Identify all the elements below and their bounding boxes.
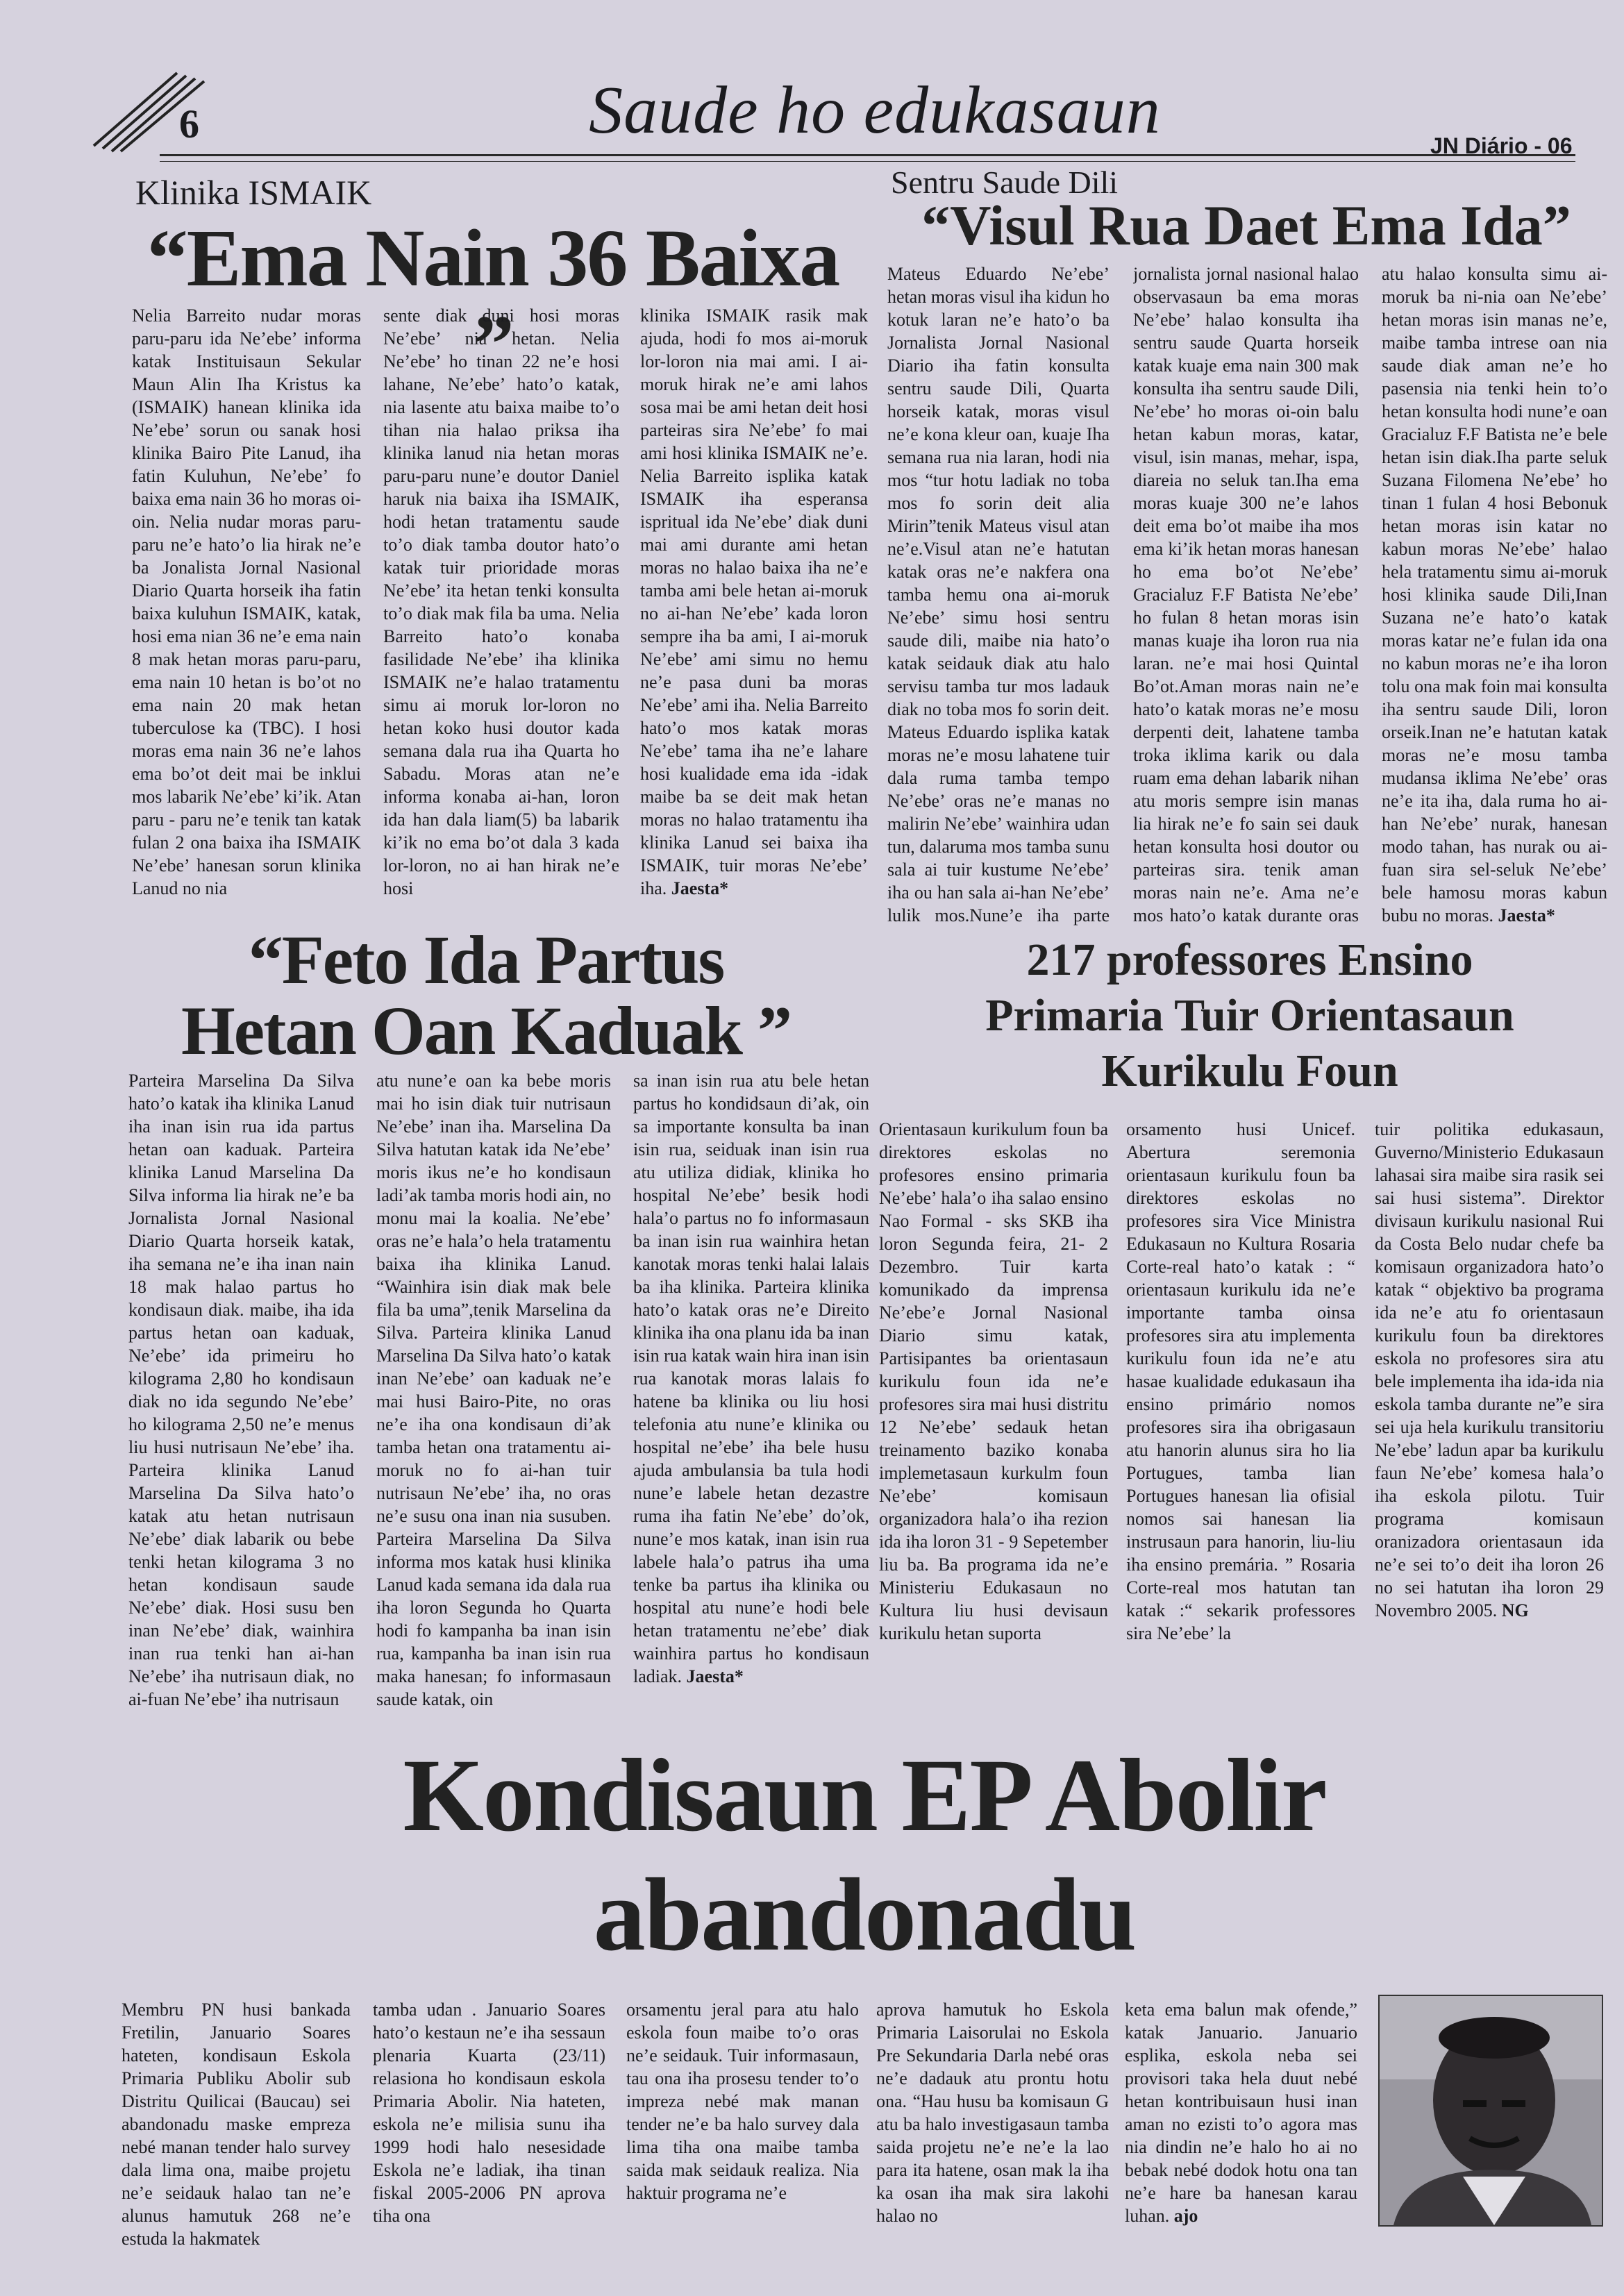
- article5-column-1: Membru PN husi bankada Fretilin, Januario Soares hateten, kondisaun Eskola Primaria Publiku Abolir sub Distritu Quilicai (Baucau) sei abandonadu maske empreza nebé manan tender halo survey dala lima ona, maibe projetu ne’e seidauk halao tan ne’e alunus hamutuk 268 ne’e estuda la hakmatek: [122, 2000, 351, 2249]
- article4-column-2: orsamento husi Unicef. Abertura seremonia orientasaun kurikulu foun ba direktores eskolas no profesores sira Vice Ministra Edukasaun no Kultura Rosaria Corte-real hato’o katak : “ orientasaun kurikulu ida ne’e importante tamba oinsa profesores sira atu implementa kurikulu foun ida ne’e atu hasae kualidade edukasaun iha ensino primário nomos profesores sira iha obrigasaun atu hanorin alunus sira ho lia Portugues, tamba lian Portugues hanesan lia ofisial nomos sai hanesan lia instrusaun para hanorin, liu-liu iha ensino premária. ” Rosaria Corte-real mos hatutan tan katak :“ sekarik professores sira Ne’ebe’ la: [1126, 1119, 1355, 1644]
- article5-signature: ajo: [1173, 2206, 1198, 2227]
- article1-column-1: Nelia Barreito nudar moras paru-paru ida Ne’ebe’ informa katak Instituisaun Sekular Maun Alin Iha Kristus ka (ISMAIK) hanean klinika ida Ne’ebe’ sorun ou sanak hosi klinika Bairo Pite Lanud, iha fatin Kuluhun, Ne’ebe’ fo baixa ema nain 36 ho moras oi-oin. Nelia nudar moras paru- paru ne’e hato’o lia hirak ne’e ba Jonalista Jornal Nasional Diario Quarta horseik iha fatin baixa kuluhun ISMAIK, katak, hosi ema nian 36 ne’e ema nain 8 mak hetan moras paru-paru, ema nain 10 hetan is bo’ot no ema nain 20 mak hetan tuberculose ka (TBC). I hosi moras ema nain 36 ne’e lahos ema bo’ot deit mai be inklui mos labarik Ne’ebe’ ki’ik. Atan paru - paru ne’e tenik tan katak fulan 2 ona baixa iha ISMAIK Ne’ebe’ hanesan sorun klinika Lanud no nia: [132, 305, 361, 899]
- article4-column-1: Orientasaun kurikulum foun ba direktores eskolas no profesores ensino primaria Ne’ebe’ hala’o iha salao ensino Nao Formal - sks SKB iha loron Segunda feira, 21- 2 Dezembro. Tuir karta komunikado da imprensa Ne’ebe’e Jornal Nasional Diario simu katak, Partisipantes ba orientasaun kurikulu foun ida ne’e profesores sira mai husi distritu 12 Ne’ebe’ sedauk hetan treinamento baziko konaba implemetasaun kurkulm foun Ne’ebe’ komisaun organizadora hala’o iha rezion ida iha loron 31 - 9 Sepetember liu ba. Ba programa ida ne’e Ministeriu Edukasaun no Kultura liu husi devisaun kurikulu hetan suporta: [879, 1119, 1108, 1644]
- header-rule: [160, 154, 1575, 156]
- article5-headline-line2: abandonadu: [593, 1857, 1136, 1972]
- page-number: 6: [179, 101, 199, 146]
- article5-headline-line1: Kondisaun EP Abolir: [403, 1738, 1326, 1853]
- article5-column-5: keta ema balun mak ofende,” katak Januario. Januario esplika, eskola neba sei provisori taka hela duut nebé hetan kontribuisaun husi inan aman no ezisti to’o agora mas nia dindin ne’e halo ho ai no bebak nebé dodok hotu ona tan ne’e hare ba hanesan karau luhan. ajo: [1125, 2000, 1357, 2227]
- article4-signature: NG: [1501, 1600, 1529, 1621]
- issue-label: JN Diário - 06: [1430, 133, 1573, 158]
- article3-headline-line2: Hetan Oan Kaduak ”: [181, 992, 792, 1069]
- article2-kicker: Sentru Saude Dili: [891, 165, 1119, 200]
- article2-column-1: Mateus Eduardo Ne’ebe’ hetan moras visul iha kidun ho kotuk laran ne’e hato’o ba Jornalista Jornal Nasional Diario iha fatin konsulta sentru saude Dili, Quarta horseik katak, moras visul ne’e kona kleur oan, kuaje Iha semana rua nia laran, hodi nia mos “tur hotu ladiak no toba mos fo sorin deit alia Mirin”tenik Mateus visul atan ne’e.Visul atan ne’e hatutan katak oras ne’e nakfera ona tamba hemu ona ai-moruk Ne’ebe’ simu hosi sentru saude dili, maibe nia hato’o katak seidauk diak atu halo servisu tamba tur mos ladauk diak no toba mos fo sorin deit. Mateus Eduardo isplika katak moras ne’e mosu lahatene tuir dala ruma tamba tempo Ne’ebe’ oras ne’e manas no malirin Ne’ebe’ wainhira udan tun, dalaruma mos tamba sunu sala ai tuir kustume Ne’ebe’ iha ou han sala ai-han Ne’ebe’ lulik mos.Nune’e iha parte: [887, 264, 1110, 926]
- article1-column-3: klinika ISMAIK rasik mak ajuda, hodi fo mos ai-moruk lor-loron nia mai ami. I ai-moruk hirak ne’e ami lahos sosa mai be ami hetan deit hosi parteiras sira Ne’ebe’ fo mai ami hosi klinika ISMAIK ne’e. Nelia Barreito isplika katak ISMAIK iha esperansa ispritual ida Ne’ebe’ diak duni mai ami durante ami hetan moras no halao baixa iha ne’e tamba ami bele hetan ai-moruk no ai-han Ne’ebe’ kada loron sempre iha ba ami, I ai-moruk Ne’ebe’ ami simu no hemu ne’e pasa duni ba moras Ne’ebe’ ami iha. Nelia Barreito hato’o mos katak moras Ne’ebe’ tama iha ne’e lahare hosi kualidade ema ida -idak maibe ba se deit mak hetan moras no halao tratamentu iha klinika Lanud sei baixa iha ISMAIK, tuir moras Ne’ebe’ iha. Jaesta*: [640, 305, 868, 899]
- article5-column-3: orsamentu jeral para atu halo eskola foun maibe to’o oras ne’e seidauk. Tuir informasaun, tau ona iha prosesu tender to’o impreza nebé mak manan tender ne’e ba halo survey dala lima tiha ona maibe tamba saida mak seidauk realiza. Nia haktuir programa ne’e: [626, 2000, 859, 2204]
- article1-kicker: Klinika ISMAIK: [135, 173, 372, 212]
- article3-signature: Jaesta*: [686, 1666, 744, 1687]
- article2-headline: “Visul Rua Daet Ema Ida”: [921, 194, 1571, 257]
- article3-column-1: Parteira Marselina Da Silva hato’o katak iha klinika Lanud iha inan isin rua ida partus hetan oan kaduak. Parteira klinika Lanud Marselina Da Silva informa lia hirak ne’e ba Jornalista Jornal Nasional Diario Quarta horseik katak, iha semana ne’e iha inan nain 18 mak halao partus ho kondisaun diak. maibe, iha ida partus hetan oan kaduak, Ne’ebe’ ida primeiru ho kilograma 2,80 ho kondisaun diak no ida segundo Ne’ebe’ ho kilograma 2,50 ne’e menus liu husi nutrisaun Ne’ebe’ iha. Parteira klinika Lanud Marselina Da Silva hato’o katak atu hetan nutrisaun Ne’ebe’ diak labarik ou bebe tenki hetan kilograma 3 no hetan kondisaun saude Ne’ebe’ diak. Hosi susu ben inan Ne’ebe’ diak, wainhira inan rua tenki han ai-han Ne’ebe’ iha nutrisaun diak, no ai-fuan Ne’ebe’ iha nutrisaun: [128, 1071, 354, 1710]
- article4-headline-line2: Primaria Tuir Orientasaun: [985, 990, 1514, 1041]
- article2-column-2: jornalista jornal nasional halao observasaun ba ema moras Ne’ebe’ halao konsulta iha sentru saude Quarta horseik katak kuaje ema nain 300 mak konsulta iha sentru saude Dili, Ne’ebe’ ho moras oi-oin balu hetan kabun moras, katar, visul, isin manas, mehar, ispa, diareia no seluk tan.Iha ema moras kuaje 300 ne’e lahos deit ema bo’ot maibe iha mos ema ki’ik hetan moras hanesan ho ema bo’ot Ne’ebe’ Gracialuz F.F Batista Ne’ebe’ ho fulan 8 hetan moras isin manas kuaje iha loron rua nia laran. ne’e mai hosi Quintal Bo’ot.Aman moras nain ne’e hato’o katak moras ne’e mosu derpenti deit, lahatene tamba troka iklima karik ou dala ruam ema dehan labarik nihan atu moris sempre isin manas lia hirak ne’e fo sain sei dauk hetan konsulta hosi doutor ou parteiras sira. tenik aman moras nain ne’e. Ama ne’e mos hato’o katak durante oras: [1133, 264, 1359, 926]
- article3-headline-line1: “Feto Ida Partus: [248, 921, 724, 998]
- article5-column-2: tamba udan . Januario Soares hato’o kestaun ne’e iha sessaun plenaria Kuarta (23/11) relasiona ho kondisaun eskola Primaria Abolir. Nia hateten, eskola ne’e milisia sunu iha 1999 hodi halo nesesidade Eskola ne’e ladiak, iha tinan fiskal 2005-2006 PN aprova tiha ona: [373, 2000, 605, 2227]
- article5-column-4: aprova hamutuk ho Eskola Primaria Laisorulai no Eskola Pre Sekundaria Darla nebé oras ne’e dadauk atu prontu hotu ona. “Hau husu ba komisaun G atu ba halo investigasaun tamba saida projetu ne’e ne’e la lao para ita hatene, osan mak la iha ka osan iha mak sira lakohi halao no: [876, 2000, 1109, 2227]
- article1-signature: Jaesta*: [671, 878, 729, 899]
- article4-column-3: tuir politika edukasaun, Guverno/Ministerio Edukasaun lahasai sira maibe sira rasik sei sai husi sistema”. Direktor divisaun kurikulu nasional Rui da Costa Belo nudar chefe ba komisaun organizadora hato’o katak “ objektivo ba programa ida ne’e atu fo orientasaun kurikulu foun ba direktores eskola no profesores sira atu bele implementa iha ida-ida nia eskola tamba durante ne”e sira sei uja hela kurikulu transitoriu Ne’ebe’ ladun apar ba kurikulu faun Ne’ebe’ komesa hala’o iha eskola pilotu. Tuir programa komisaun oranizadora orientasaun ida ne’e sei to’o deit iha loron 26 no sei hatutan iha loron 29 Novembro 2005. NG: [1375, 1119, 1604, 1621]
- section-title: Saude ho edukasaun: [589, 73, 1161, 148]
- article1-headline: “Ema Nain 36 Baixa ”: [147, 212, 839, 389]
- article4-headline-line3: Kurikulu Foun: [1101, 1046, 1398, 1096]
- portrait-photo: [1378, 1995, 1603, 2227]
- article3-column-3: sa inan isin rua atu bele hetan partus ho kondidsaun di’ak, oin sa importante konsulta ba inan isin rua, seiduak inan isin rua atu utiliza didiak, klinika ho hospital Ne’ebe’ besik hodi hala’o partus no fo informasaun ba inan isin rua wainhira hetan kanotak moras tenki halai lalais ba iha klinika. Parteira klinika hato’o katak oras ne’e Direito klinika iha ona planu ida ba inan isin rua katak wain hira inan isin rua kanotak moras lalais fo hatene ba klinika ou liu hosi telefonia atu nune’e klinika ou hospital ne’ebe’ iha bele husu ajuda ambulansia ba tula hodi nune’e labele hetan dezastre ruma iha fatin Ne’ebe’ do’ok, nune’e mos katak, inan isin rua labele hala’o patrus iha uma tenke ba partus iha klinika ou hospital atu nune’e hodi bele hetan tratamentu ne’ebe’ diak wainhira partus ho kondisaun ladiak. Jaesta*: [633, 1071, 869, 1687]
- article4-headline-line1: 217 professores Ensino: [1026, 935, 1473, 985]
- article2-signature: Jaesta*: [1498, 905, 1555, 926]
- article3-column-2: atu nune’e oan ka bebe moris mai ho isin diak tuir nutrisaun Ne’ebe’ inan iha. Marselina Da Silva hatutan katak ida Ne’ebe’ moris ikus ne’e ho kondisaun ladi’ak tamba moris hodi ain, no monu mai la koalia. Ne’ebe’ oras ne’e hala’o hela tratamentu baixa iha klinika Lanud. “Wainhira isin diak mak bele fila ba uma”,tenik Marselina da Silva. Parteira klinika Lanud Marselina Da Silva hato’o katak inan Ne’ebe’ oan kaduak ne’e mai husi Bairo-Pite, no oras ne’e iha ona kondisaun di’ak tamba hetan ona tratamentu ai-moruk no fo ai-han tuir nutrisaun Ne’ebe’ iha, no oras ne’e susu ona inan nia susuben. Parteira Marselina Da Silva informa mos katak husi klinika Lanud kada semana ida dala rua iha loron Segunda ho Quarta hodi fo kampanha ba inan isin rua, kampanha ba inan isin rua maka hanesan; fo informasaun saude katak, oin: [376, 1071, 611, 1710]
- article2-column-3: atu halao konsulta simu ai-moruk ba ni-nia oan Ne’ebe’ hetan moras isin manas ne’e, maibe tamba intrese oan nia saude diak aman ne’e ho pasensia nia tenki hein to’o hetan konsulta hodi nune’e oan Gracialuz F.F Batista ne’e bele hetan isin diak.Iha parte seluk Suzana Filomena Ne’ebe’ ho tinan 1 fulan 4 hosi Bebonuk hetan moras isin katar no kabun moras Ne’ebe’ halao hela tratamentu simu ai-moruk hosi klinika saude Dili,Inan Suzana ne’e hato’o katak moras katar ne’e fulan ida ona no kabun moras ne’e iha loron tolu ona mak foin mai konsulta iha sentru saude Dili, loron orseik.Inan ne’e hatutan katak moras ne’e mosu tamba mudansa iklima Ne’ebe’ oras ne’e ita iha, dala ruma ho ai-han Ne’ebe’ nurak, hanesan modo tahan, has nurak ou ai-fuan sira sel-seluk Ne’ebe’ bele hamosu moras kabun bubu no moras. Jaesta*: [1382, 264, 1607, 926]
- article1-column-2: sente diak duni hosi moras Ne’ebe’ nia hetan. Nelia Ne’ebe’ ho tinan 22 ne’e hosi lahane, Ne’ebe’ hato’o katak, nia lasente atu baixa maibe to’o tihan nia halao priksa iha klinika lanud nia hetan moras paru-paru nune’e doutor Daniel haruk nia baixa iha ISMAIK, hodi hetan tratamentu saude to’o diak tamba doutor hato’o katak tuir prioridade moras Ne’ebe’ ita hetan tenki konsulta to’o diak mak fila ba uma. Nelia Barreito hato’o konaba fasilidade Ne’ebe’ iha klinika ISMAIK ne’e halao tratamentu simu ai moruk lor-loron no hetan koko husi doutor kada semana dala rua iha Quarta ho Sabadu. Moras atan ne’e informa konaba ai-han, loron ida han dala liam(5) ba labarik ki’ik no ema bo’ot dala 3 kada lor-loron, no ai han hirak ne’e hosi: [383, 305, 619, 899]
- portrait-image-icon: [1380, 1996, 1602, 2225]
- header-rule-thin: [160, 161, 1575, 162]
